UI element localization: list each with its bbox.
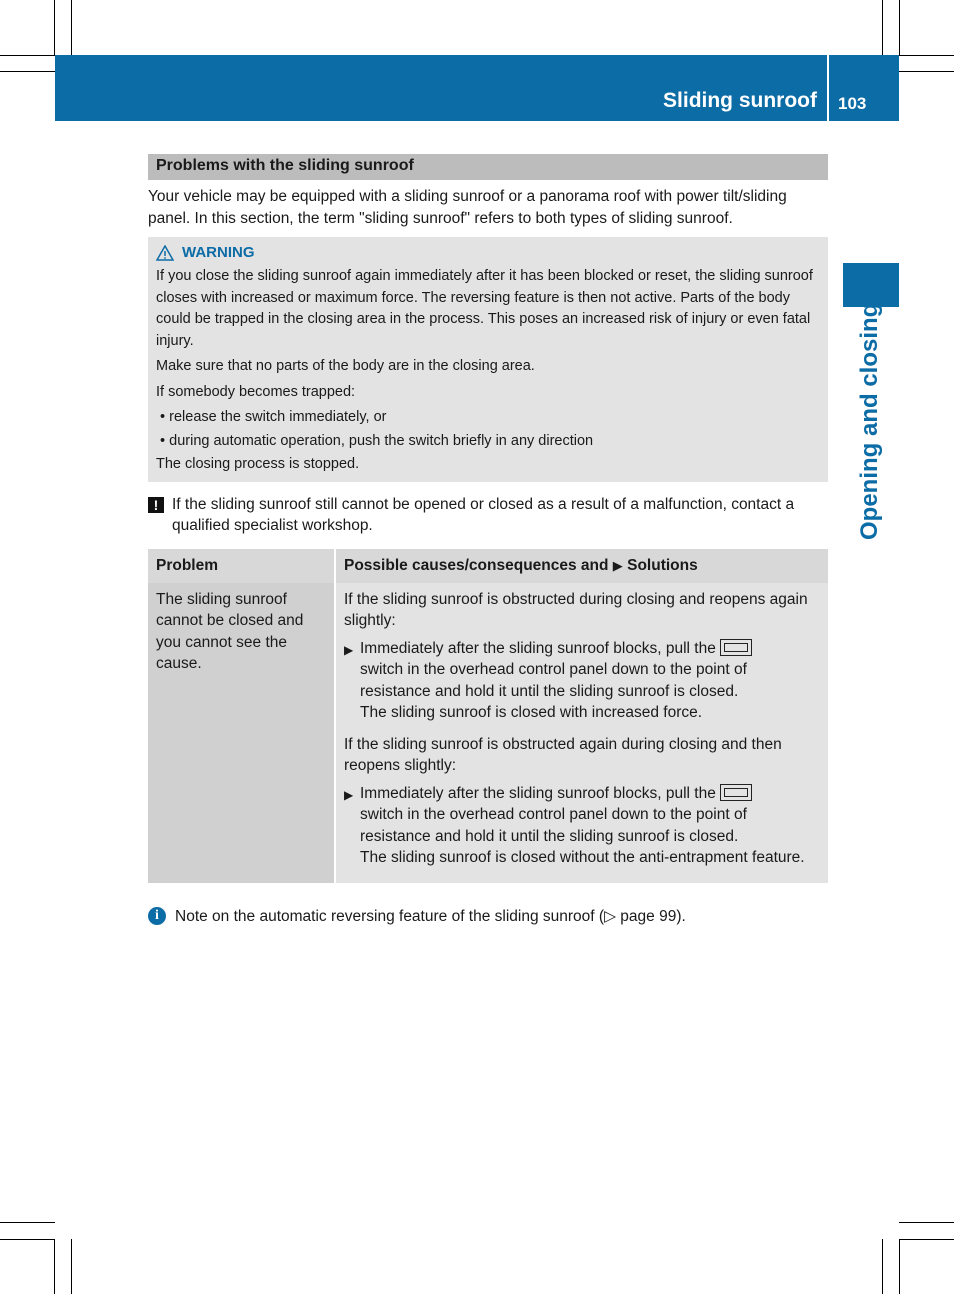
info-note [148, 907, 828, 926]
crop-mark [54, 1239, 55, 1294]
warning-text: If you close the sliding sunroof again immediately after it has been blocked or reset, the sliding sunroof closes with increased or maximum force. The reversing feature is then not active. Parts of the body could be trapped in the closing area in the process. This poses an increased risk of injury or even fatal injury. [156, 268, 813, 349]
section-heading: Problems with the sliding sunroof [148, 154, 828, 180]
chapter-tab [843, 263, 899, 307]
warning-text: The closing process is stopped. [156, 456, 360, 472]
problem-cell: The sliding sunroof cannot be closed and you cannot see the cause. [148, 583, 335, 883]
crop-mark [71, 1239, 72, 1294]
solution-step [344, 783, 820, 869]
cause-text: If the sliding sunroof is obstructed again during closing and then reopens slightly: [344, 735, 782, 774]
step-text: Immediately after the sliding sunroof blocks, pull the [360, 639, 716, 657]
cause-text: If the sliding sunroof is obstructed during closing and reopens again slightly: [344, 590, 808, 629]
sunroof-switch-icon [720, 639, 752, 656]
crop-mark [54, 0, 55, 55]
solutions-cell [335, 583, 828, 883]
solution-step [344, 638, 820, 724]
info-text: Note on the automatic reversing feature of the sliding sunroof (▷ page 99). [175, 907, 686, 925]
step-text: Immediately after the sliding sunroof blocks, pull the [360, 784, 716, 802]
crop-mark [71, 0, 72, 55]
warning-header [156, 240, 820, 266]
warning-triangle-icon [156, 245, 174, 261]
crop-mark [882, 0, 883, 55]
step-arrow-icon: ▶ [344, 642, 354, 657]
exclamation-icon: ! [148, 497, 164, 513]
table-row [148, 583, 828, 883]
crop-mark [899, 1239, 900, 1294]
bullet-text: during automatic operation, push the switch briefly in any direction [169, 432, 594, 449]
problem-table [148, 549, 828, 883]
chapter-label: Opening and closing [856, 302, 883, 540]
warning-text: If somebody becomes trapped: [156, 383, 356, 400]
step-arrow-icon: ▶ [344, 787, 354, 802]
step-result: The sliding sunroof is closed without the anti-entrapment feature. [360, 849, 805, 866]
header-divider [827, 55, 829, 121]
page-title: Sliding sunroof [663, 89, 817, 112]
header-text: Solutions [627, 556, 698, 574]
step-result: The sliding sunroof is closed with increased force. [360, 704, 703, 721]
crop-mark [0, 71, 55, 72]
info-icon: i [148, 907, 166, 925]
crop-mark [899, 1239, 954, 1240]
notice-text: If the sliding sunroof still cannot be opened or closed as a result of a malfunction, contact a qualified specialist workshop. [172, 495, 795, 534]
table-header-solutions [335, 549, 828, 583]
warning-box [148, 237, 828, 482]
sunroof-switch-icon [720, 784, 752, 801]
notice [148, 494, 828, 537]
page-number: 103 [838, 94, 867, 113]
warning-label: WARNING [182, 244, 255, 262]
table-header-problem: Problem [148, 549, 335, 583]
table-header-row [148, 549, 828, 583]
step-text: switch in the overhead control panel down to the point of resistance and hold it until the sliding sunroof is closed. [360, 806, 747, 845]
intro-paragraph: Your vehicle may be equipped with a sliding sunroof or a panorama roof with power tilt/sliding panel. In this section, the term "sliding sunroof" refers to both types of sliding sunroof. [148, 188, 787, 227]
warning-text: Make sure that no parts of the body are in the closing area. [156, 358, 535, 374]
crop-mark [899, 71, 954, 72]
crop-mark [899, 0, 900, 55]
bullet-text: release the switch immediately, or [169, 409, 387, 425]
crop-mark [899, 55, 954, 56]
step-text: switch in the overhead control panel down to the point of resistance and hold it until the sliding sunroof is closed. [360, 661, 747, 700]
crop-mark [882, 1239, 883, 1294]
play-arrow-icon: ▶ [612, 557, 623, 573]
crop-mark [899, 1222, 954, 1223]
crop-mark [0, 1222, 55, 1223]
crop-mark [0, 55, 55, 56]
crop-mark [0, 1239, 55, 1240]
header-text: Possible causes/consequences and [344, 556, 609, 574]
warning-bullet: • release the switch immediately, or [156, 409, 387, 425]
warning-bullet: • during automatic operation, push the switch briefly in any direction [156, 432, 594, 449]
main-content [148, 154, 828, 926]
